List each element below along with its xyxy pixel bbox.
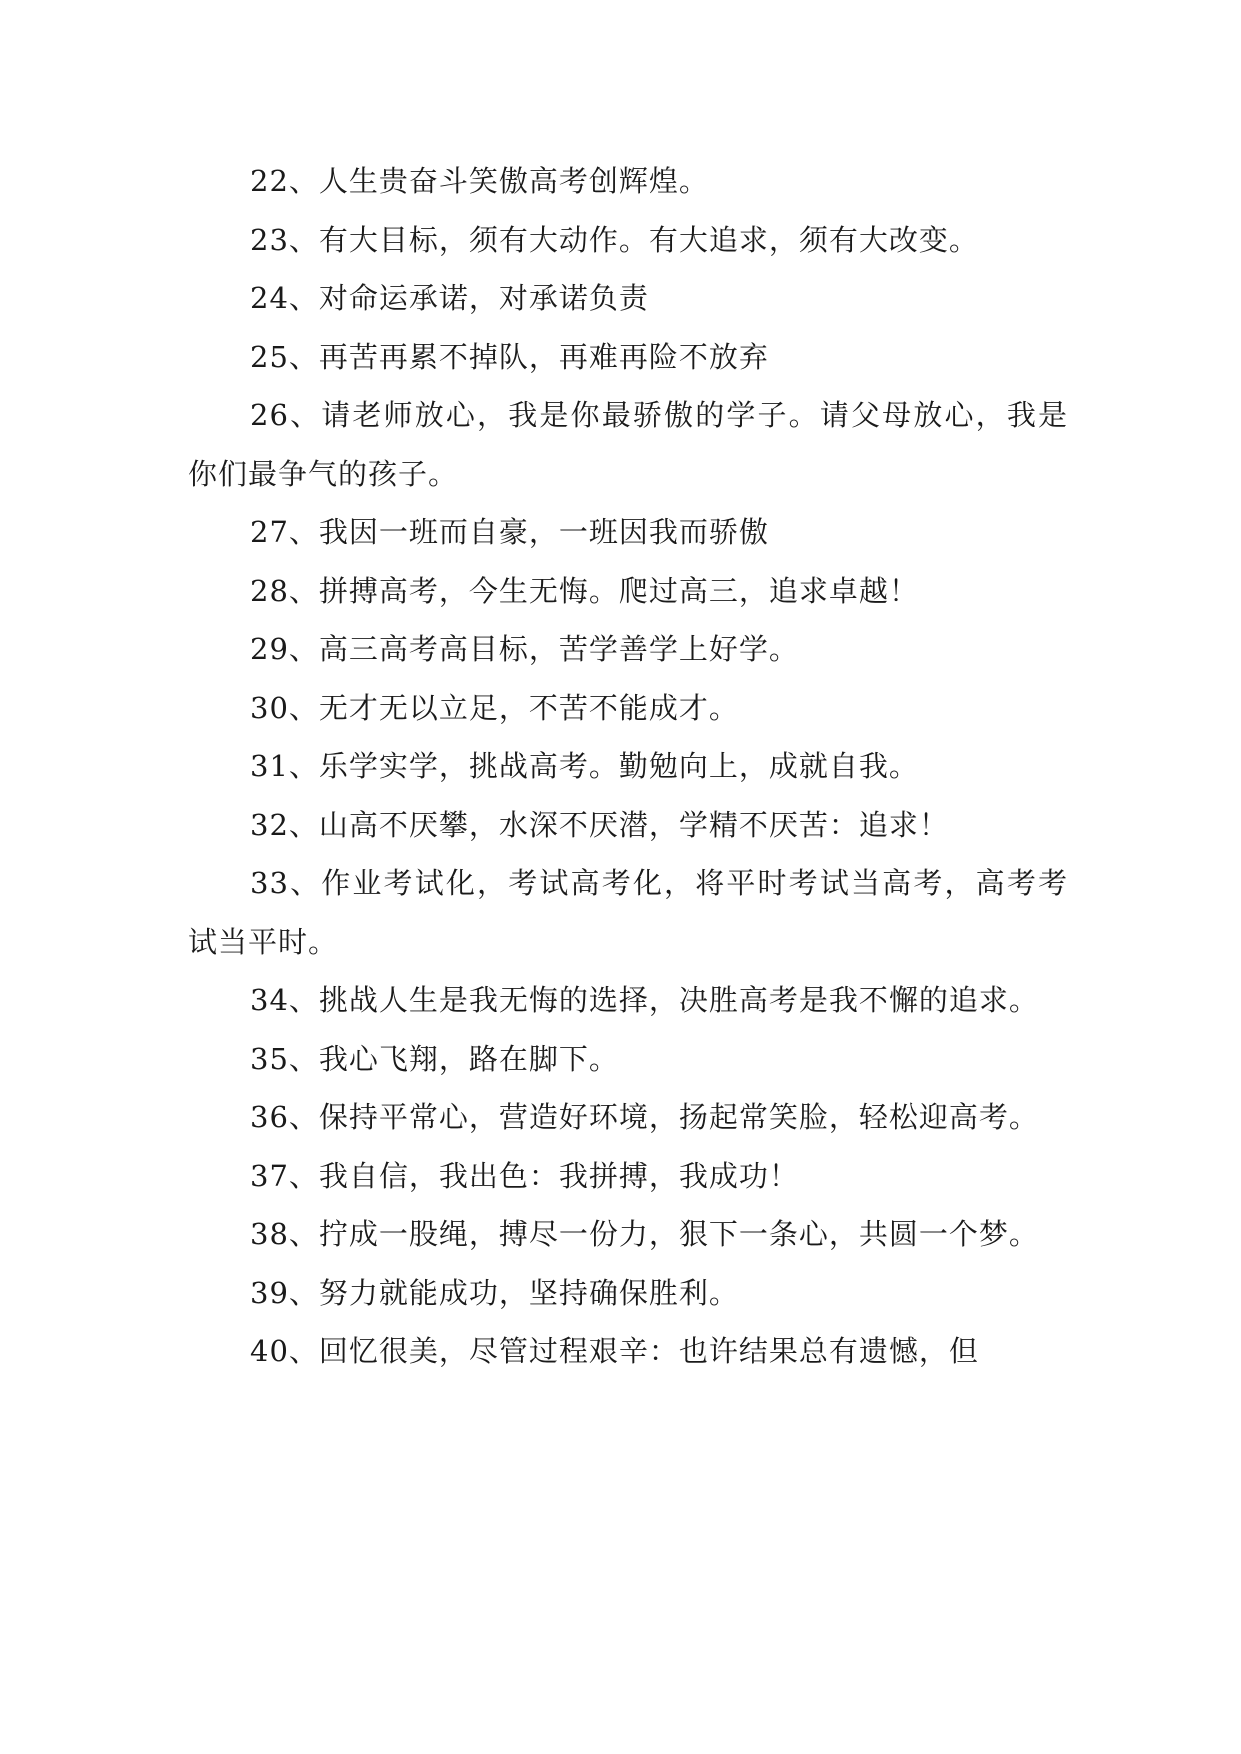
list-item-31: 31、乐学实学，挑战高考。勤勉向上，成就自我。 (250, 749, 919, 783)
list-item-30: 30、无才无以立足，不苦不能成才。 (250, 690, 739, 725)
list-item-26: 26、请老师放心，我是你最骄傲的学子。请父母放心，我是你们最争气的孩子。 (188, 398, 1068, 491)
list-item-35: 35、我心飞翔，路在脚下。 (250, 1041, 619, 1076)
list-item-25: 25、再苦再累不掉队，再难再险不放弃 (250, 339, 769, 374)
list-item-37: 37、我自信，我出色：我拼搏，我成功！ (250, 1158, 799, 1193)
list-item-24: 24、对命运承诺，对承诺负责 (250, 281, 649, 315)
list-item-38: 38、拧成一股绳，搏尽一份力，狠下一条心，共圆一个梦。 (250, 1217, 1039, 1251)
list-item-40: 40、回忆很美，尽管过程艰辛：也许结果总有遗憾，但 (250, 1334, 979, 1368)
list-item-27: 27、我因一班而自豪，一班因我而骄傲 (250, 515, 769, 549)
list-item-34: 34、挑战人生是我无悔的选择，决胜高考是我不懈的追求。 (250, 983, 1039, 1017)
list-item-22: 22、人生贵奋斗笑傲高考创辉煌。 (250, 164, 709, 198)
document-body (188, 152, 1068, 1381)
list-item-28: 28、拼搏高考，今生无悔。爬过高三，追求卓越！ (250, 573, 919, 608)
list-item-23: 23、有大目标，须有大动作。有大追求，须有大改变。 (250, 222, 979, 257)
list-item-36: 36、保持平常心，营造好环境，扬起常笑脸，轻松迎高考。 (250, 1100, 1039, 1134)
list-item-39: 39、努力就能成功，坚持确保胜利。 (250, 1275, 739, 1310)
list-item-33: 33、作业考试化，考试高考化，将平时考试当高考，高考考试当平时。 (188, 866, 1068, 959)
list-item-29: 29、高三高考高目标，苦学善学上好学。 (250, 632, 799, 666)
list-item-32: 32、山高不厌攀，水深不厌潜，学精不厌苦：追求！ (250, 807, 949, 842)
